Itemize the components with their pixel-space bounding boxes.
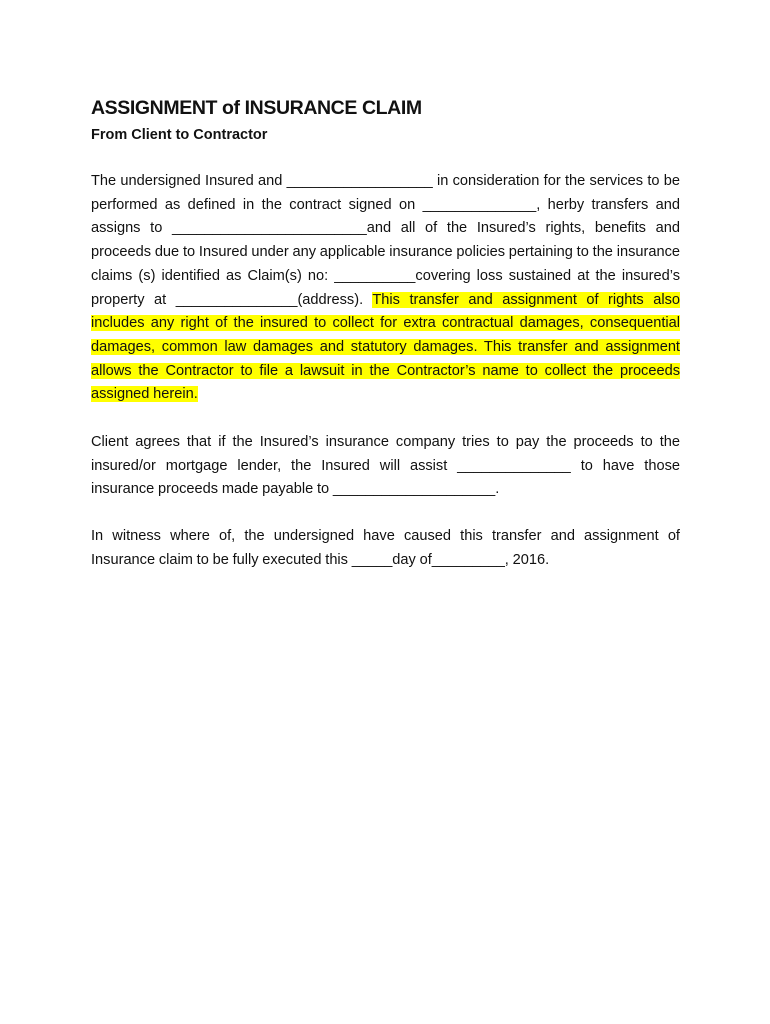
assignment-paragraph-text: The undersigned Insured and __________________ in consideration for the services to be performed as defined in the contract signed on ______________, herby transfers and assigns to ________________________and all of the Insured’s rights, benefits and proceeds due to Insured under any applicable insurance policies pertaining to the insurance claims (s) identified as Claim(s) no: __________covering loss sustained at the insured’s property at _______________(address). [91, 173, 680, 308]
witness-paragraph: In witness where of, the undersigned have caused this transfer and assignment of Insurance claim to be fully executed this _____day of_________, 2016. [91, 528, 680, 568]
assignment-paragraph [91, 170, 680, 407]
document-subtitle: From Client to Contractor [91, 127, 268, 143]
document-title: ASSIGNMENT of INSURANCE CLAIM [91, 97, 422, 119]
highlighted-rights-clause: This transfer and assignment of rights also includes any right of the insured to collect for extra contractual damages, consequential damages, common law damages and statutory damages. This transfer and assignment allows the Contractor to file a lawsuit in the Contractor’s name to collect the proceeds assigned herein. [91, 291, 680, 403]
document-page [91, 95, 680, 573]
payment-assistance-paragraph: Client agrees that if the Insured’s insurance company tries to pay the proceeds to the insured/or mortgage lender, the Insured will assist ______________ to have those insurance proceeds made payable to ____________________. [91, 434, 680, 498]
